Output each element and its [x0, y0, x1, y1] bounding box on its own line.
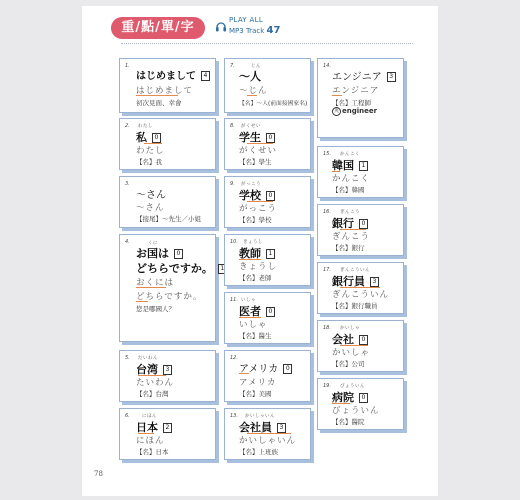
reading-underline — [136, 287, 166, 288]
furigana: かいしゃいん — [245, 414, 275, 419]
card-number: 12. — [230, 355, 238, 361]
card-number: 16. — [323, 209, 331, 215]
vocab-meaning: 【名】韓國 — [332, 186, 365, 194]
vocab-reading: 〜じん — [239, 86, 268, 96]
vocab-reading: わたし — [136, 146, 165, 156]
vocab-meaning: 【接尾】〜先生／小姐 — [136, 215, 201, 223]
word-text: 教師 — [239, 247, 261, 260]
card-number: 9. — [230, 181, 235, 187]
furigana: ぎんこう — [340, 210, 360, 215]
vocab-card-11 — [224, 292, 311, 344]
vocab-meaning: 【名】日本 — [136, 448, 169, 456]
word-text: 会社 — [332, 333, 354, 346]
card-number: 19. — [323, 383, 331, 389]
furigana: かんこく — [340, 152, 360, 157]
word-text: 医者 — [239, 305, 261, 318]
vocab-reading: ぎんこう — [332, 232, 371, 242]
card-number: 13. — [230, 413, 238, 419]
vocab-meaning: 【名】公司 — [332, 360, 365, 368]
vocab-card-9 — [224, 176, 311, 228]
card-number: 5. — [125, 355, 130, 361]
vocab-meaning: 【名】銀行職員 — [332, 302, 378, 310]
vocab-card-5 — [119, 350, 216, 402]
reading-underline — [239, 373, 249, 374]
vocab-card-1 — [119, 58, 216, 113]
vocab-meaning: 【名】醫生 — [239, 332, 272, 340]
furigana: いしゃ — [241, 298, 256, 303]
vocab-card-7 — [224, 58, 311, 113]
vocab-meaning: 【名】我 — [136, 158, 162, 166]
vocab-meaning: 初次見面、幸會 — [136, 99, 182, 107]
accent-badge: 0 — [174, 249, 183, 259]
vocab-reading: かんこく — [332, 174, 371, 184]
accent-badge: 3 — [163, 365, 172, 375]
vocab-reading: がくせい — [239, 146, 278, 156]
mp3-track-label — [229, 25, 280, 36]
vocab-card-15 — [317, 146, 404, 198]
accent-badge: 0 — [266, 191, 275, 201]
furigana: じん — [251, 64, 261, 69]
accent-badge: 3 — [370, 277, 379, 287]
word-text: 学生 — [239, 131, 261, 144]
furigana: きょうし — [243, 240, 263, 245]
vocab-card-2 — [119, 118, 216, 170]
track-number: 47 — [266, 25, 281, 36]
vocab-card-8 — [224, 118, 311, 170]
vocab-meaning: 【名】銀行 — [332, 244, 365, 252]
vocab-card-16 — [317, 204, 404, 256]
play-all-link[interactable]: PLAY ALL — [229, 16, 264, 24]
card-number: 10. — [230, 239, 238, 245]
furigana: わたし — [138, 124, 153, 129]
title-text: 重/點/單/字 — [121, 20, 195, 35]
vocab-word: 〜人 — [239, 70, 261, 83]
reading-underline — [144, 143, 162, 144]
vocab-reading-line2: どちらですか。 — [136, 292, 203, 302]
word-text: 学校 — [239, 189, 261, 202]
card-number: 15. — [323, 151, 331, 157]
vocab-word-line2 — [136, 260, 227, 276]
accent-badge: 3 — [277, 423, 286, 433]
reading-underline — [136, 301, 148, 302]
vocab-card-3 — [119, 176, 216, 228]
vocab-meaning: 您是哪國人？ — [136, 305, 175, 313]
vocab-reading: にほん — [136, 436, 165, 446]
card-number: 3. — [125, 181, 130, 187]
vocab-reading: かいしゃ — [332, 348, 371, 358]
vocab-card-6 — [119, 408, 216, 460]
vocab-reading: きょうし — [239, 262, 278, 272]
word-text: エンジニア — [332, 72, 382, 83]
vocab-card-10 — [224, 234, 311, 286]
vocab-reading: はじめまして — [136, 86, 194, 96]
vocab-word — [136, 67, 210, 82]
vocab-meaning: 【名】上班族 — [239, 448, 278, 456]
card-number: 18. — [323, 325, 331, 331]
vocab-reading: いしゃ — [239, 320, 268, 330]
card-number: 8. — [230, 123, 235, 129]
word-text: はじめまして — [136, 71, 196, 82]
card-number: 2. — [125, 123, 130, 129]
word-text: 台湾 — [136, 363, 158, 376]
card-number: 17. — [323, 267, 331, 273]
vocab-reading: ぎんこういん — [332, 290, 390, 300]
accent-badge: 1 — [359, 161, 368, 171]
vocab-word: 〜さん — [136, 190, 166, 201]
reading-underline — [247, 95, 257, 96]
card-number: 4. — [125, 239, 130, 245]
accent-badge: 2 — [163, 423, 172, 433]
vocab-reading: がっこう — [239, 204, 278, 214]
vocab-card-12 — [224, 350, 311, 402]
furigana: かいしゃ — [340, 326, 360, 331]
furigana: くに — [148, 241, 158, 246]
vocab-reading: アメリカ — [239, 378, 277, 388]
vocab-meaning: 【名】工程師 — [332, 99, 371, 107]
word-text: お国は — [136, 247, 169, 260]
card-number: 7. — [230, 63, 235, 69]
vocab-reading: びょういん — [332, 406, 380, 416]
vocab-reading: 〜さん — [136, 203, 165, 213]
vocab-card-13 — [224, 408, 311, 460]
reading-underline — [332, 95, 342, 96]
vocab-card-14 — [317, 58, 404, 138]
accent-badge: 0 — [266, 307, 275, 317]
vocab-card-18 — [317, 320, 404, 372]
vocab-meaning: 【名】醫院 — [332, 418, 365, 426]
word-text: 韓国 — [332, 159, 354, 172]
word-text: 銀行員 — [332, 275, 365, 288]
accent-badge: 0 — [152, 133, 161, 143]
headphone-icon[interactable] — [215, 19, 227, 33]
page-number: 78 — [94, 470, 103, 478]
english-source-icon: 英 — [333, 108, 339, 114]
vocab-meaning: 【名】〜人(前面接國家名) — [239, 101, 308, 107]
vocab-card-4 — [119, 234, 225, 342]
furigana: たいわん — [138, 356, 158, 361]
english-origin: engineer — [342, 107, 378, 115]
header-divider — [121, 43, 413, 44]
word-text: 病院 — [332, 391, 354, 404]
word-text: どちらですか。 — [136, 262, 213, 275]
vocab-card-17 — [317, 262, 404, 314]
accent-badge: 0 — [359, 393, 368, 403]
accent-badge: 1 — [218, 264, 227, 274]
word-text: 私 — [136, 131, 147, 144]
accent-badge: 0 — [359, 219, 368, 229]
vocab-meaning: 【名】美國 — [239, 390, 272, 398]
word-text: アメリカ — [239, 364, 279, 375]
vocab-meaning: 【名】台灣 — [136, 390, 169, 398]
vocab-card-19 — [317, 378, 404, 430]
vocab-word — [332, 68, 396, 83]
word-text: 銀行 — [332, 217, 354, 230]
card-number: 11. — [230, 297, 238, 303]
vocab-reading: おくには — [136, 278, 175, 288]
accent-badge: 1 — [266, 249, 275, 259]
vocab-reading: かいしゃいん — [239, 436, 297, 446]
accent-badge: 3 — [387, 72, 396, 82]
furigana: ぎんこういん — [340, 268, 370, 273]
accent-badge: 0 — [359, 335, 368, 345]
vocab-meaning: 【名】老師 — [239, 274, 272, 282]
vocab-meaning: 【名】學生 — [239, 158, 272, 166]
furigana: びょういん — [340, 384, 365, 389]
vocab-word — [136, 245, 183, 261]
furigana: がくせい — [241, 124, 261, 129]
word-text: 日本 — [136, 421, 158, 434]
accent-badge: 0 — [266, 133, 275, 143]
card-number: 1. — [125, 63, 130, 69]
card-number: 14. — [323, 63, 331, 69]
furigana: にほん — [142, 414, 157, 419]
card-number: 6. — [125, 413, 130, 419]
track-label: MP3 Track — [229, 27, 265, 35]
word-text: 会社員 — [239, 421, 272, 434]
reading-underline — [136, 95, 178, 96]
furigana: がっこう — [241, 182, 261, 187]
vocab-reading: たいわん — [136, 378, 175, 388]
vocab-meaning: 【名】學校 — [239, 216, 272, 224]
accent-badge: 4 — [201, 71, 210, 81]
accent-badge: 0 — [283, 364, 292, 374]
vocab-reading: エンジニア — [332, 86, 380, 96]
